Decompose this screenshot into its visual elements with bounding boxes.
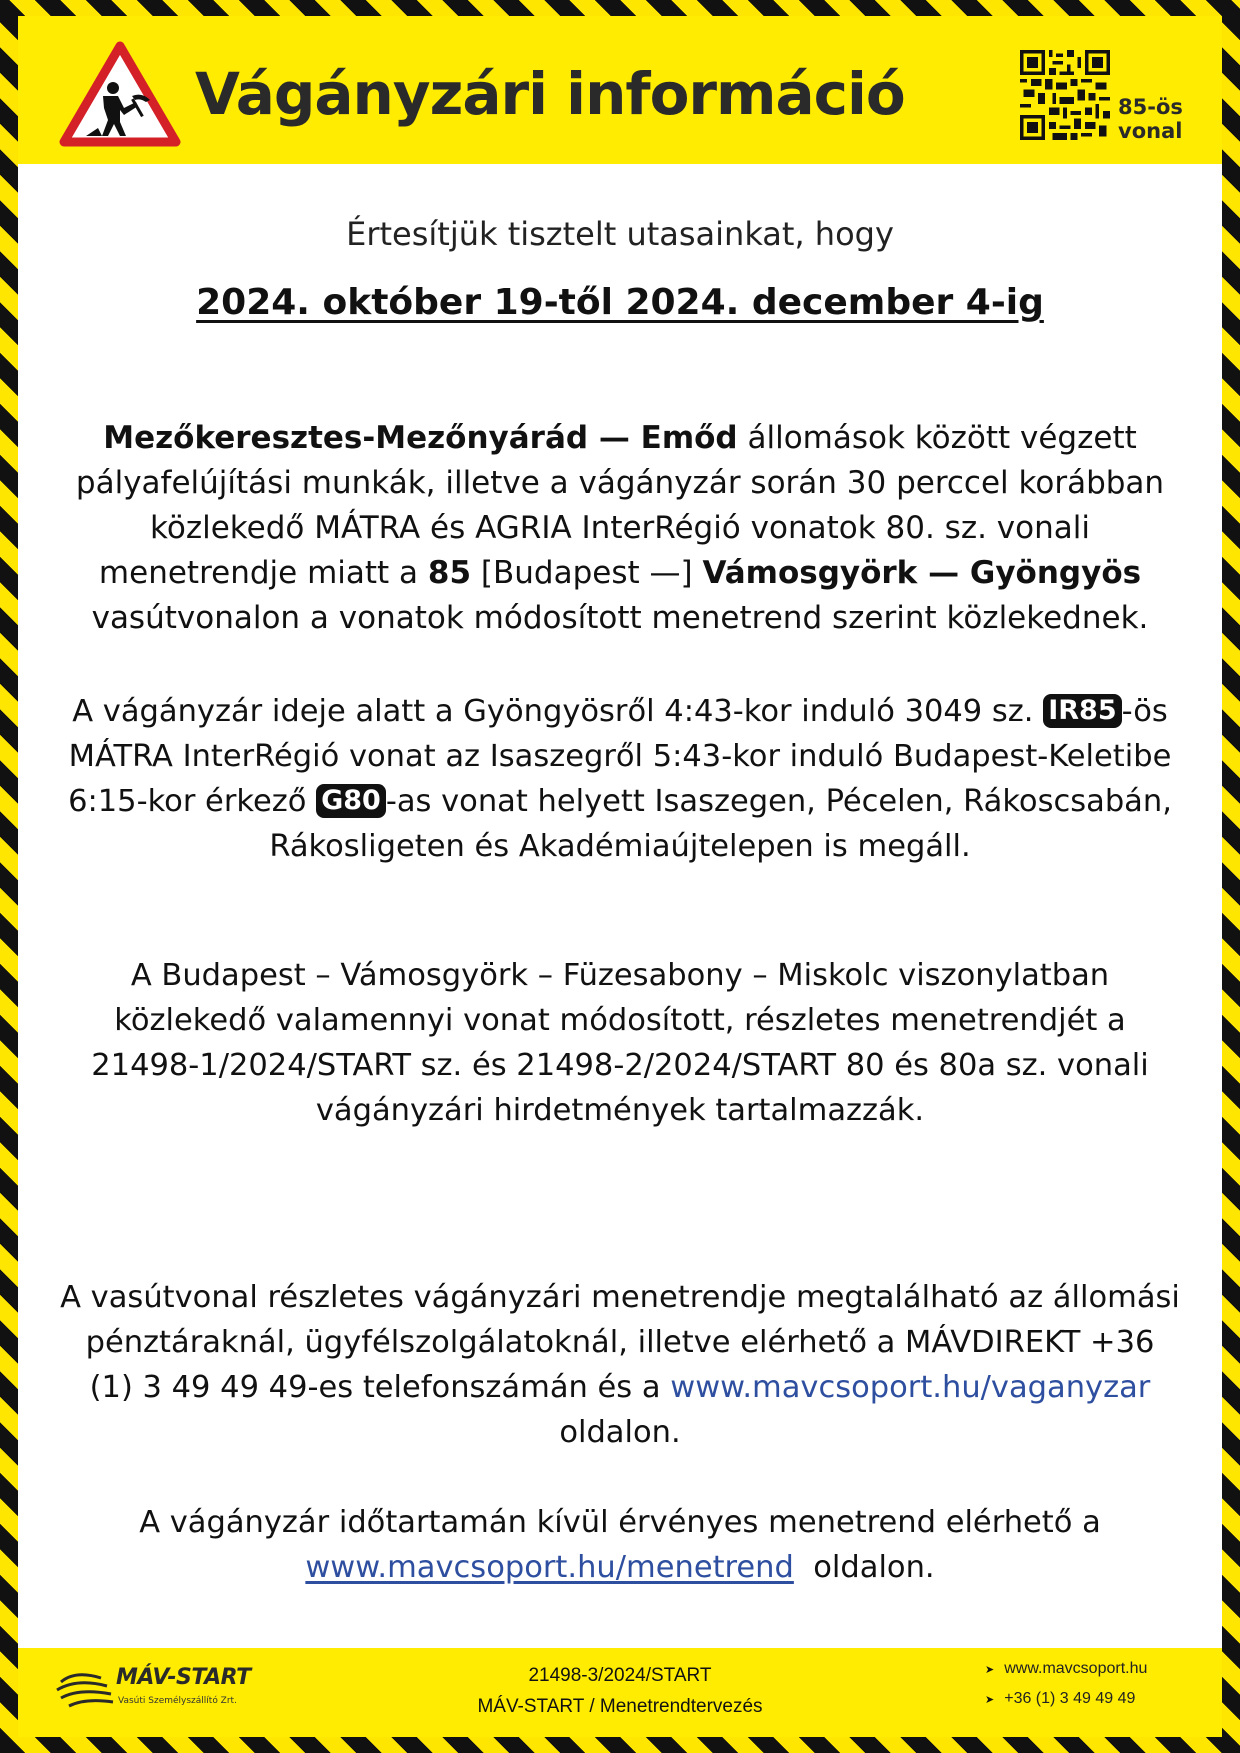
page-title: Vágányzári információ: [195, 60, 905, 128]
hazard-stripe-bottom: [0, 1737, 1240, 1753]
hazard-stripe-left: [0, 0, 18, 1753]
chevron-right-icon: ➤: [985, 1664, 995, 1676]
paragraph-text: A vágányzár ideje alatt a Gyöngyösről 4:43-kor induló 3049 sz.: [72, 694, 1044, 729]
paragraph-text: -as vonat helyett Isaszegen, Pécelen, Rákoscsabán, Rákosligeten és Akadémiaújtelepen is megáll.: [269, 784, 1172, 864]
doc-number: 21498-3/2024/START: [528, 1665, 712, 1686]
hazard-stripe-right: [1222, 0, 1240, 1753]
footer-website[interactable]: [985, 1660, 1147, 1678]
footer-phone[interactable]: [985, 1690, 1135, 1708]
train-badge-g80: G80: [316, 784, 386, 818]
paragraph-text: oldalon.: [559, 1415, 681, 1450]
department: MÁV-START / Menetrendtervezés: [477, 1696, 763, 1717]
date-range: 2024. október 19-től 2024. december 4-ig: [196, 282, 1044, 323]
logo-subtitle: Vasúti Személyszállító Zrt.: [118, 1696, 237, 1706]
intro-line: Értesítjük tisztelt utasainkat, hogy: [346, 215, 894, 253]
line-no: 85: [427, 555, 472, 591]
warning-triangle-worker-icon: [58, 40, 182, 150]
paragraph-text: vasútvonalon a vonatok módosított menetrend szerint közlekednek.: [91, 600, 1149, 636]
website-text: www.mavcsoport.hu: [1004, 1660, 1148, 1677]
paragraph-text: -ös MÁTRA InterRégió vonat az Isaszegről 5:43-kor induló Budapest-Keletibe 6:15-kor érkező: [68, 694, 1172, 819]
logo-name: MÁV-START: [116, 1665, 251, 1690]
paragraph-text: állomások között végzett pályafelújítási munkák, illetve a vágányzár során 30 perccel korábban közlekedő MÁTRA és AGRIA InterRégió vonatok 80. sz. vonali menetrendje miatt a: [75, 420, 1165, 591]
chevron-right-icon: ➤: [985, 1694, 995, 1706]
menetrend-link[interactable]: www.mavcsoport.hu/menetrend: [305, 1550, 794, 1585]
vaganyzar-link[interactable]: www.mavcsoport.hu/vaganyzar: [670, 1370, 1151, 1405]
line-word: vonal: [1118, 119, 1183, 143]
qr-code[interactable]: [1020, 50, 1110, 140]
train-badge-ir85: IR85: [1043, 694, 1121, 728]
paragraph-text: [Budapest —]: [471, 555, 703, 591]
phone-text: +36 (1) 3 49 49 49: [1004, 1690, 1136, 1707]
dash: —: [917, 555, 970, 591]
paragraph-text: A vágányzár időtartamán kívül érvényes menetrend elérhető a: [139, 1505, 1101, 1540]
paragraph-regular-timetable: [60, 1500, 1180, 1590]
paragraph-extra-stops: [60, 689, 1180, 869]
paragraph-related-notices: A Budapest – Vámosgyörk – Füzesabony – Miskolc viszonylatban közlekedő valamennyi vonat módosított, részletes menetrendjét a 21498-1/2024/START sz. és 21498-2/2024/START 80 és 80a sz. vonali vágányzári hirdetmények tartalmazzák.: [91, 958, 1149, 1128]
hazard-stripe-top: [0, 0, 1240, 16]
paragraph-text: oldalon.: [793, 1550, 935, 1585]
paragraph-timetable-info: [60, 1275, 1180, 1455]
line-number: 85-ös: [1118, 95, 1183, 119]
paragraph-text: A vasútvonal részletes vágányzári menetrendje megtalálható az állomási pénztáraknál, ügyfélszolgálatoknál, illetve elérhető a MÁVDIREKT +36 (1) 3 49 49 49-es telefonszámán és a: [60, 1280, 1180, 1405]
line-label: [1118, 95, 1213, 143]
section-b: Gyöngyös: [969, 555, 1142, 591]
dash: —: [588, 420, 641, 456]
stations-b: Emőd: [640, 420, 738, 456]
stations-a: Mezőkeresztes-Mezőnyárád: [103, 420, 589, 456]
paragraph-route-change: [60, 416, 1180, 641]
section-a: Vámosgyörk: [702, 555, 918, 591]
